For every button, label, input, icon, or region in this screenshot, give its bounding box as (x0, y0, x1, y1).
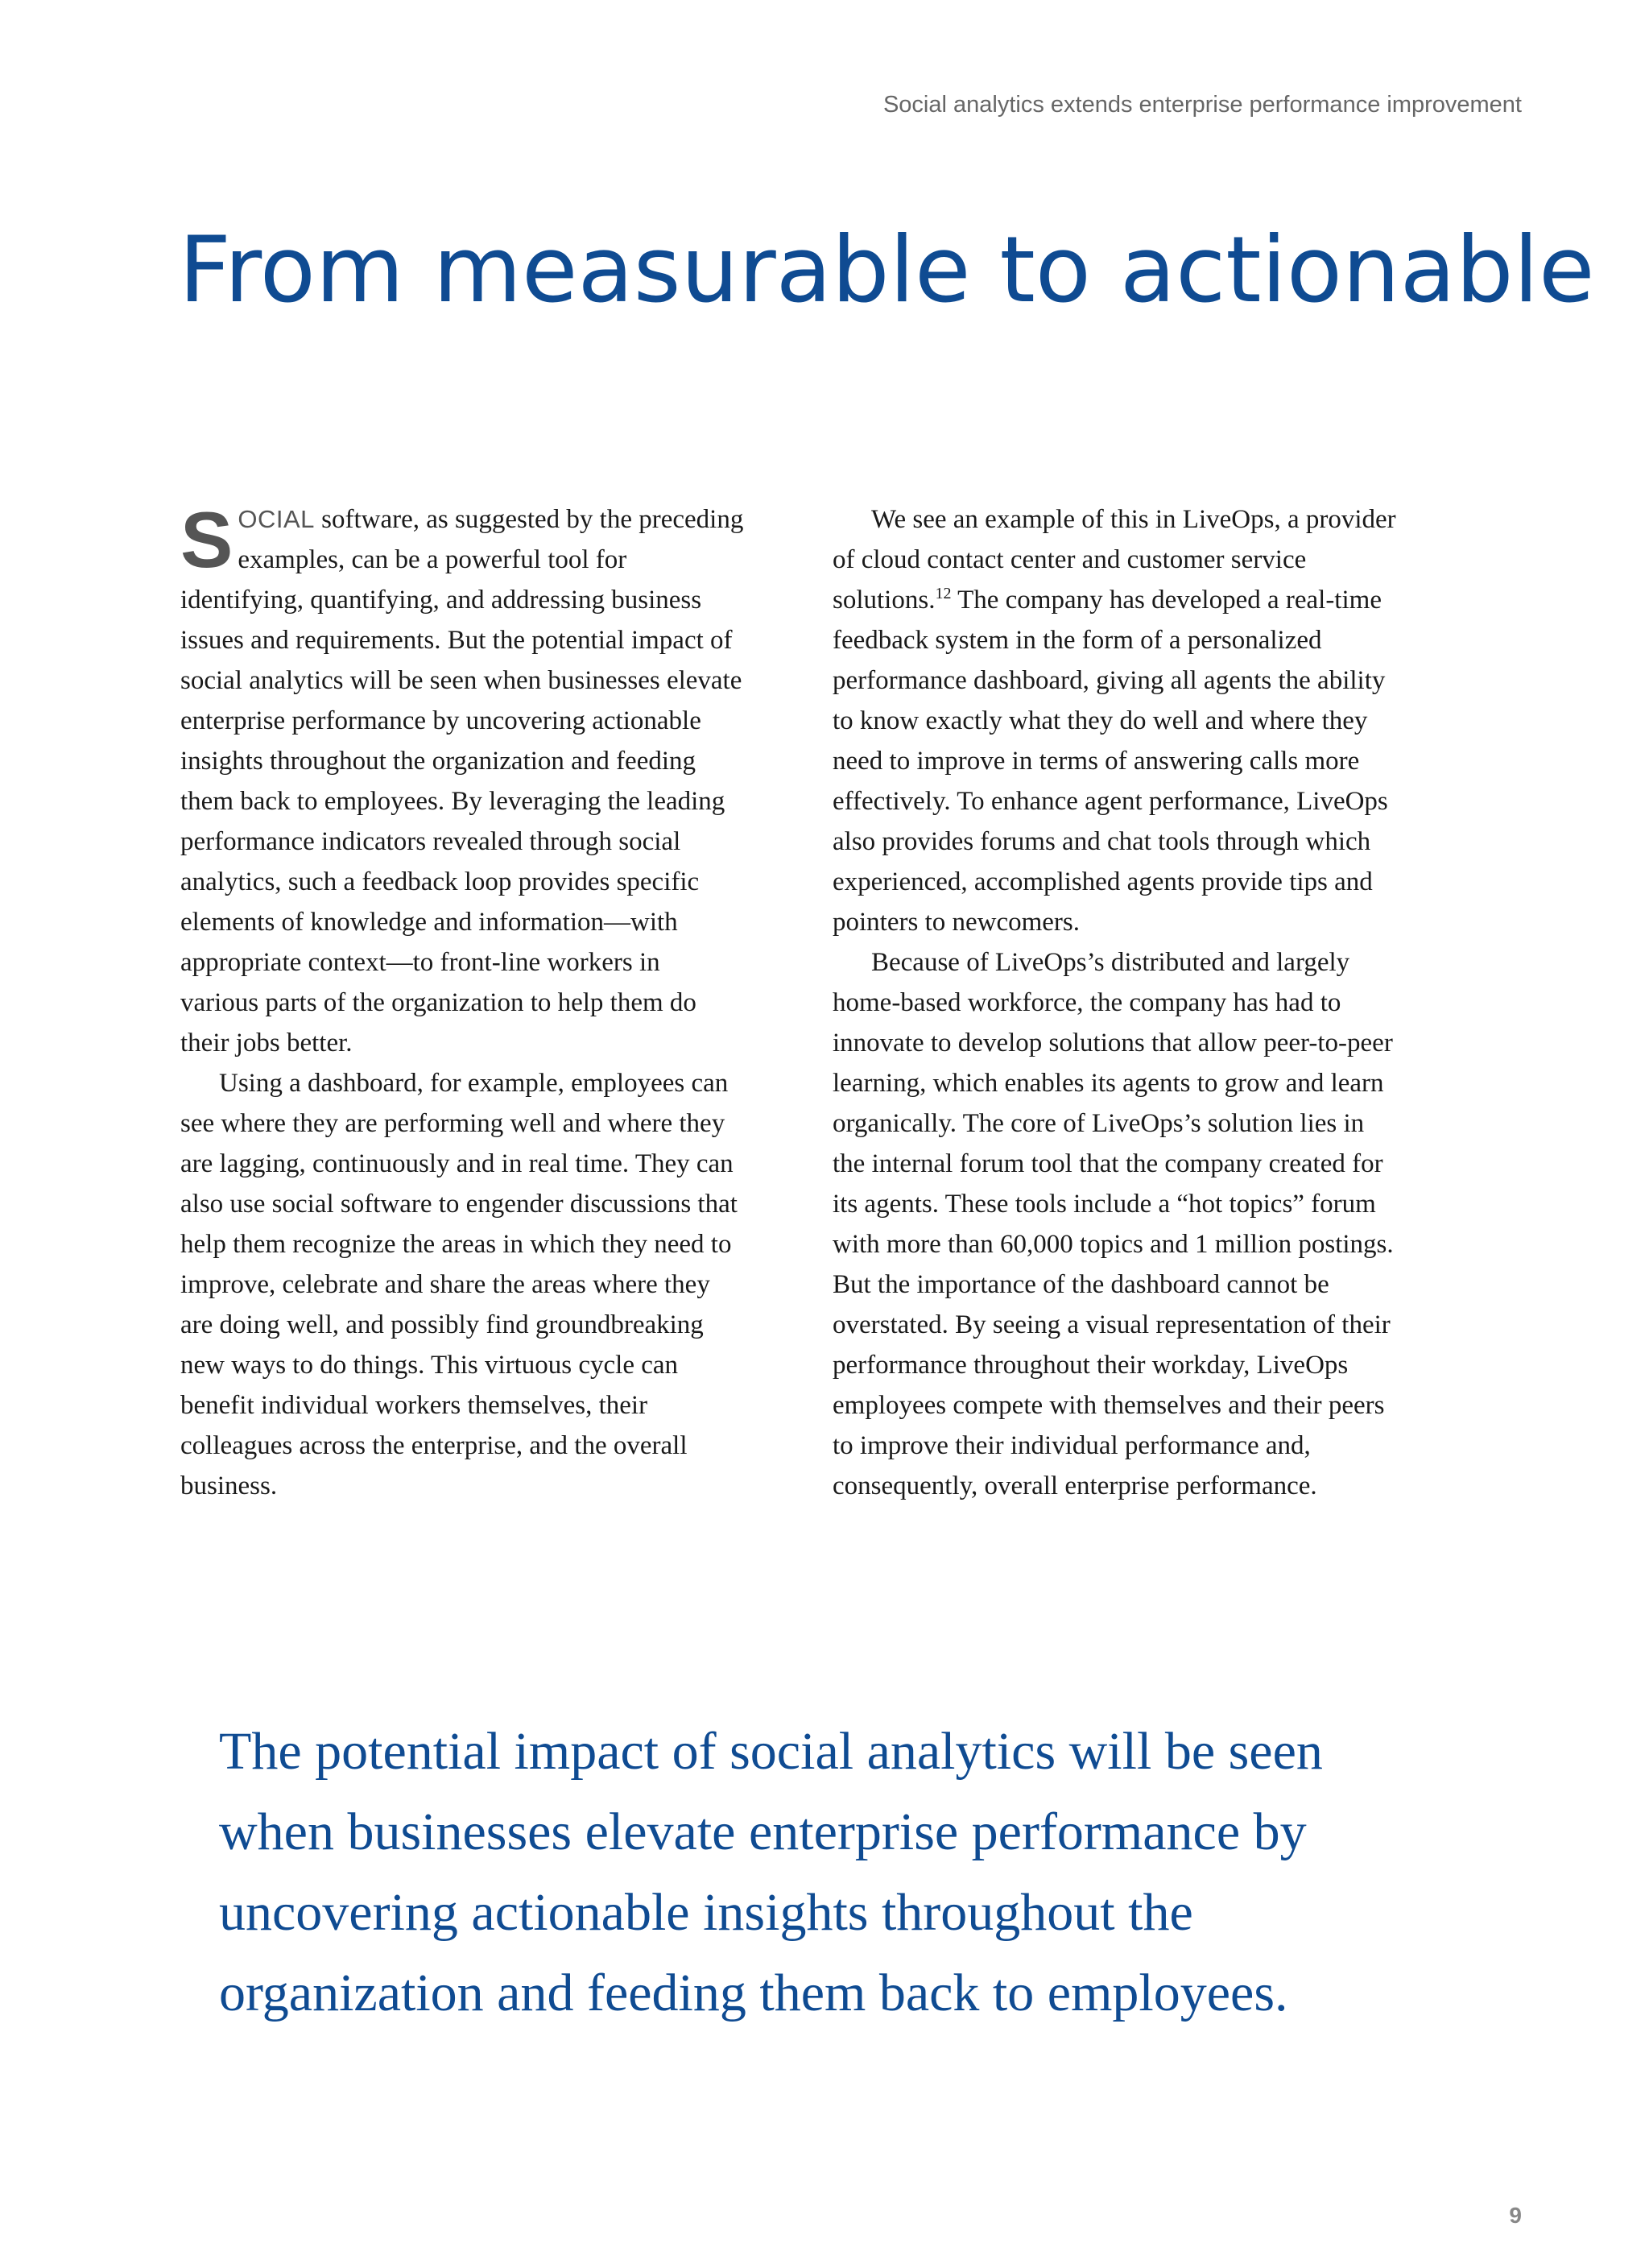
page-number: 9 (1509, 2203, 1522, 2228)
body-columns (180, 495, 1396, 1506)
drop-cap: S (180, 495, 234, 584)
page-title: From measurable to actionable (179, 217, 1595, 323)
paragraph-text: software, as suggested by the preceding examples, can be a powerful tool for identifying, quantifying, and addressing business issues and requirements. But the potential impact of social analytics will be seen when businesses elevate enterprise performance by uncovering actionable insights throughout the organization and feeding them back to employees. By leveraging the leading performance indicators revealed through social analytics, such a feedback loop provides specific elements of knowledge and information—with appropriate context—to front-line workers in various parts of the organization to help them do their jobs better. (180, 505, 744, 1057)
small-caps-lead: OCIAL (238, 505, 315, 533)
paragraph-text: The company has developed a real-time feedback system in the form of a personalized performance dashboard, giving all agents the ability to know exactly what they do well and where they need to improve in terms of answering calls more effectively. To enhance agent performance, LiveOps also provides forums and chat tools through which experienced, accomplished agents provide tips and pointers to newcomers. (833, 586, 1388, 937)
paragraph-intro (180, 495, 744, 1063)
paragraph-liveops (833, 499, 1396, 942)
paragraph-dashboard: Using a dashboard, for example, employees can see where they are performing well and where they are lagging, continuously and in real time. They can also use social software to engender discussions that help them recognize the areas in which they need to improve, celebrate and share the areas where they are doing well, and possibly find groundbreaking new ways to do things. This virtuous cycle can benefit individual workers themselves, their colleagues across the enterprise, and the overall business. (180, 1069, 738, 1500)
footnote-reference[interactable]: 12 (935, 585, 952, 602)
column-right (833, 499, 1396, 1506)
pull-quote: The potential impact of social analytics will be seen when businesses elevate enterprise performance by uncovering actionable insights throughout the organization and feeding them back to employees. (219, 1722, 1323, 2022)
running-header: Social analytics extends enterprise performance improvement (882, 92, 1522, 118)
column-left (180, 495, 744, 1506)
paragraph-text: We see an example of this in LiveOps, a provider of cloud contact center and customer service solutions. (833, 505, 1396, 615)
paragraph-workforce: Because of LiveOps’s distributed and largely home-based workforce, the company has had to innovate to develop solutions that allow peer-to-peer learning, which enables its agents to grow and learn organically. The core of LiveOps’s solution lies in the internal forum tool that the company created for its agents. These tools include a “hot topics” forum with more than 60,000 topics and 1 million postings. But the importance of the dashboard cannot be overstated. By seeing a visual representation of their performance throughout their workday, LiveOps employees compete with themselves and their peers to improve their individual performance and, consequently, overall enterprise performance. (833, 948, 1394, 1500)
